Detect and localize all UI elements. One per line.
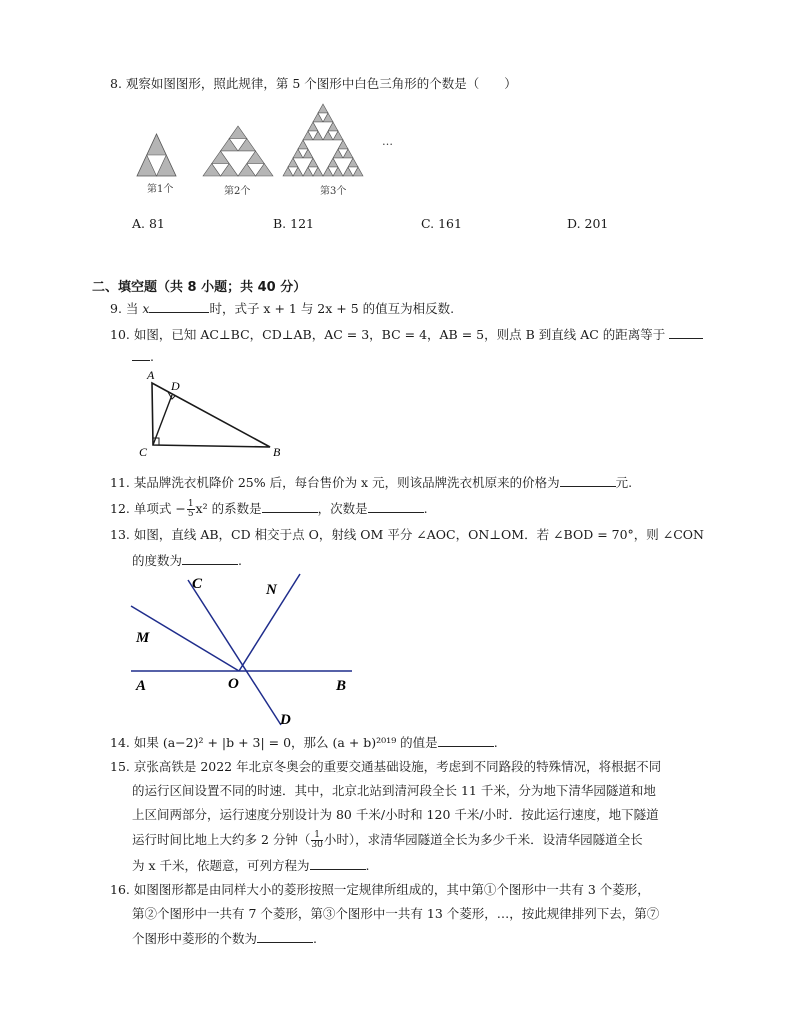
label-a: A xyxy=(147,368,155,382)
option-a: A. 81 xyxy=(132,216,165,231)
q13-line1: 13. 如图，直线 AB，CD 相交于点 O，射线 OM 平分 ∠AOC，ON⊥OM．若 ∠BOD = 70°，则 ∠CON xyxy=(110,527,704,542)
q15-end: . xyxy=(365,858,370,873)
q15-line1: 15. 京张高铁是 2022 年北京冬奥会的重要交通基础设施，考虑到不同路段的特殊情况，将根据不同 xyxy=(110,759,662,774)
label-m: M xyxy=(136,630,150,646)
q9-prefix: 9. 当 xyxy=(110,301,143,316)
q10-line2 xyxy=(132,348,154,365)
caption-2: 第2个 xyxy=(224,186,251,197)
q9-answer-blank[interactable] xyxy=(149,300,209,313)
q15-line5-a: 为 x 千米，依题意，可列方程为 xyxy=(132,858,310,873)
q15-line4-b: 小时），求清华园隧道全长为多少千米．设清华园隧道全长 xyxy=(323,832,643,847)
q11-text: 11. 某品牌洗衣机降价 25% 后，每台售价为 x 元，则该品牌洗衣机原来的价格为 xyxy=(110,475,560,490)
q10-answer-blank-cont[interactable] xyxy=(132,348,150,361)
ellipsis: … xyxy=(382,135,393,148)
q14 xyxy=(110,734,498,751)
q15-answer-blank[interactable] xyxy=(310,857,366,870)
q14-end: . xyxy=(493,735,498,750)
q10-period: . xyxy=(150,349,154,364)
caption-3: 第3个 xyxy=(320,186,347,197)
q8-text: 8. 观察如图图形，照此规律，第 5 个图形中白色三角形的个数是（ ） xyxy=(110,76,517,91)
q16-end: . xyxy=(313,931,317,946)
q15-line2: 的运行区间设置不同的时速．其中，北京北站到清河段全长 11 千米，分为地下清华园隧道和地 xyxy=(132,783,656,798)
q15-fraction xyxy=(311,831,322,850)
q12-fraction xyxy=(187,500,195,519)
section-title: 二、填空题（共 8 小题；共 40 分） xyxy=(92,280,307,295)
sierpinski-figures xyxy=(120,100,400,184)
q12 xyxy=(110,500,428,519)
q11-answer-blank[interactable] xyxy=(560,474,616,487)
q15-line5 xyxy=(132,857,369,874)
label-d-13: D xyxy=(280,712,291,728)
q11 xyxy=(110,474,632,491)
q12-prefix: 12. 单项式 − xyxy=(110,501,186,516)
q16-answer-blank[interactable] xyxy=(257,930,313,943)
q13-answer-blank[interactable] xyxy=(182,552,238,565)
q14-answer-blank[interactable] xyxy=(438,734,494,747)
q15-line3: 上区间两部分，运行速度分别设计为 80 千米/小时和 120 千米/小时．按此运行速度，地下隧道 xyxy=(132,807,659,822)
q9 xyxy=(110,300,454,317)
label-d: D xyxy=(171,379,180,393)
q16-line2: 第②个图形中一共有 7 个菱形，第③个图形中一共有 13 个菱形，…，按此规律排列下去，第⑦ xyxy=(132,906,660,921)
q13-line2 xyxy=(132,552,242,569)
option-c: C. 161 xyxy=(421,216,462,231)
q9-mid: 时，式子 xyxy=(209,301,264,316)
q16-line1: 16. 如图图形都是由同样大小的菱形按照一定规律所组成的，其中第①个图形中一共有 3 个菱形， xyxy=(110,882,650,897)
q15-line4-a: 运行时间比地上大约多 2 分钟（ xyxy=(132,832,311,847)
q9-end: x + 1 与 2x + 5 的值互为相反数. xyxy=(263,301,455,316)
label-o: O xyxy=(228,676,239,692)
q15-line4 xyxy=(132,831,643,850)
label-b-13: B xyxy=(336,678,347,694)
caption-1: 第1个 xyxy=(147,184,174,195)
q10-line1 xyxy=(110,326,703,343)
q12-mid: x² 的系数是 xyxy=(195,501,262,516)
q12-end: . xyxy=(423,501,428,516)
q13-prefix: 的度数为 xyxy=(132,553,183,568)
q14-text: 14. 如果 (a−2)² + |b + 3| = 0，那么 (a + b)²⁰¹⁹ 的值是 xyxy=(110,735,438,750)
label-a-13: A xyxy=(136,678,147,694)
figure-1 xyxy=(137,134,176,176)
q10-triangle-figure xyxy=(135,366,295,462)
q13-end: . xyxy=(238,553,242,568)
q12-mid2: ，次数是 xyxy=(317,501,368,516)
figure-3 xyxy=(283,104,363,176)
q9-var: x xyxy=(142,301,150,316)
q10-text: 10. 如图，已知 AC⊥BC，CD⊥AB，AC = 3，BC = 4，AB = 5，则点 B 到直线 AC 的距离等于 xyxy=(110,327,666,342)
q15-frac-den: 30 xyxy=(311,840,323,850)
q16-line3 xyxy=(132,930,317,947)
label-n: N xyxy=(266,582,277,598)
figure-2 xyxy=(203,126,273,176)
q12-coefficient-blank[interactable] xyxy=(262,500,318,513)
q12-frac-num: 1 xyxy=(187,499,194,509)
gray-triangle xyxy=(229,126,247,139)
label-c: C xyxy=(139,445,148,459)
label-c-13: C xyxy=(192,576,203,592)
q15-frac-num: 1 xyxy=(311,831,322,841)
gray-triangle xyxy=(318,104,328,113)
q12-frac-den: 5 xyxy=(187,509,194,519)
q13-lines-figure xyxy=(126,570,362,730)
q12-degree-blank[interactable] xyxy=(368,500,424,513)
label-b: B xyxy=(273,445,281,459)
option-d: D. 201 xyxy=(567,216,609,231)
option-b: B. 121 xyxy=(273,216,314,231)
q10-answer-blank[interactable] xyxy=(669,326,703,339)
q11-end: 元. xyxy=(615,475,633,490)
q16-prefix: 个图形中菱形的个数为 xyxy=(132,931,258,946)
